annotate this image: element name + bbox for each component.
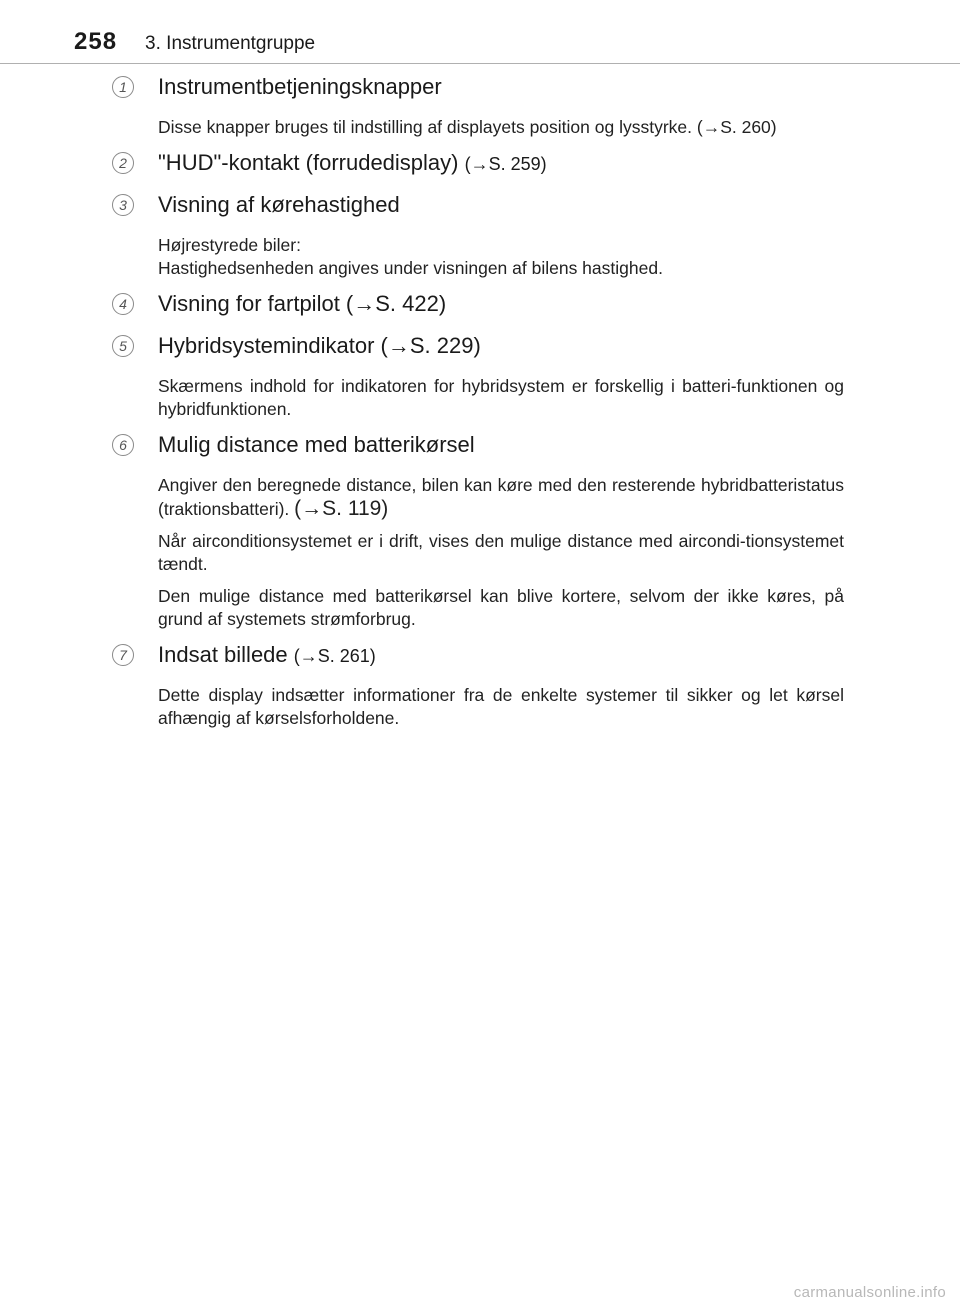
paragraph [158,474,844,521]
item-description [158,116,844,139]
item-description [158,684,844,730]
item-title [158,148,547,179]
text-line: Højrestyrede biler: [158,235,301,255]
page-reference: (→S. 261) [293,646,376,666]
item-number-badge: 6 [112,434,134,456]
item-title-text: Indsat billede [158,642,294,667]
item-title: Visning for fartpilot (→S. 422) [158,291,447,316]
item-6 [112,430,844,631]
item-number-badge: 7 [112,644,134,666]
item-heading [112,289,844,323]
paragraph: Den mulige distance med batterikørsel kan blive kortere, selvom der ikke køres, på grund af systemets strømforbrug. [158,586,844,629]
item-title: Mulig distance med batterikørsel [158,432,475,457]
item-number-badge: 3 [112,194,134,216]
item-title: Instrumentbetjeningsknapper [158,74,442,99]
item-number-badge: 1 [112,76,134,98]
section-title: 3. Instrumentgruppe [145,33,316,54]
item-heading [112,430,844,464]
paragraph: Når airconditionsystemet er i drift, vises den mulige distance med aircondi-tionsystemet tændt. [158,531,844,574]
item-3 [112,190,844,280]
page-number: 258 [74,28,118,55]
item-7 [112,640,844,730]
item-title: Hybridsystemindikator (→S. 229) [158,333,481,358]
item-heading [112,148,844,182]
item-5 [112,331,844,421]
item-heading [112,72,844,106]
item-description [158,474,844,631]
text-line: Hastighedsenheden angives under visningen af bilens hastighed. [158,258,663,278]
paragraph: Disse knapper bruges til indstilling af displayets position og lysstyrke. (→S. 260) [158,117,777,137]
item-title [158,640,376,671]
paragraph: Skærmens indhold for indikatoren for hybridsystem er forskellig i batteri-funktionen og hybridfunktionen. [158,376,844,419]
paragraph: Dette display indsætter informationer fra de enkelte systemer til sikker og let kørsel afhængig af kørselsforholdene. [158,685,844,728]
item-number-badge: 2 [112,152,134,174]
item-description [158,375,844,421]
item-2 [112,148,844,182]
page-reference: (→S. 119) [294,497,389,520]
item-heading [112,331,844,365]
item-title-text: "HUD"-kontakt (forrudedisplay) [158,150,465,175]
page-reference: (→S. 259) [464,154,547,174]
item-description [158,234,844,280]
item-title: Visning af kørehastighed [158,192,400,217]
header-divider [0,63,960,64]
item-heading [112,190,844,224]
item-heading [112,640,844,674]
paragraph [158,234,844,280]
watermark: carmanualsonline.info [793,1284,946,1301]
paragraph-text: Angiver den beregnede distance, bilen kan køre med den resterende hybridbatteristatus (traktionsbatteri). [158,475,844,519]
item-number-badge: 5 [112,335,134,357]
item-number-badge: 4 [112,293,134,315]
item-4 [112,289,844,323]
page-header-bar [74,22,315,62]
item-1 [112,72,844,139]
content [0,70,960,739]
